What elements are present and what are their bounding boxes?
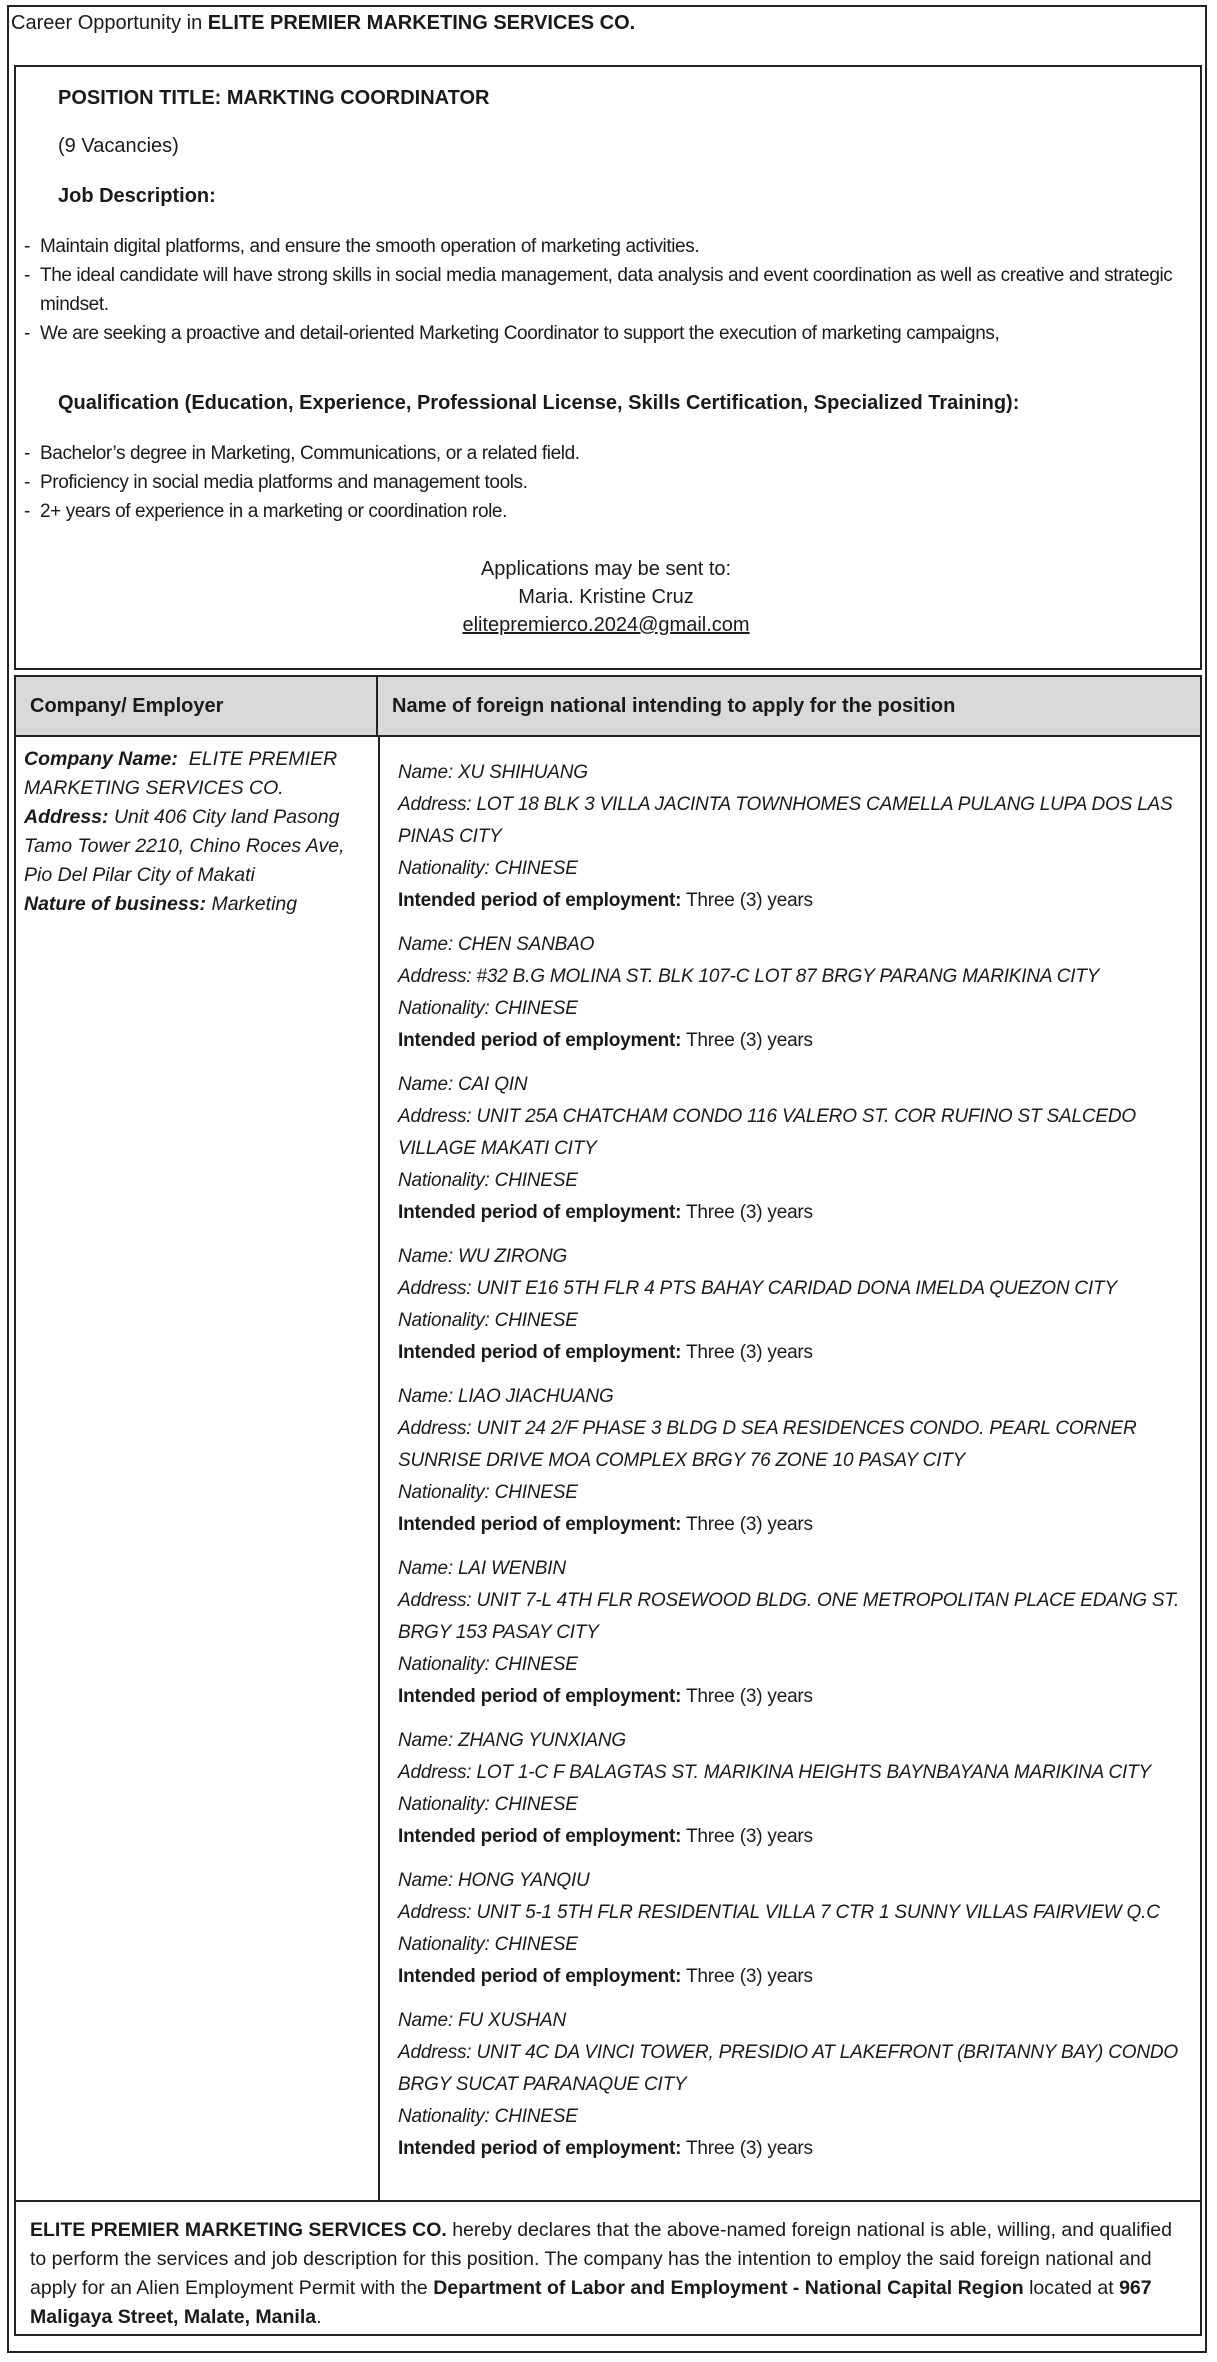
list-item: - Bachelor’s degree in Marketing, Communications, or a related field. — [24, 439, 1194, 468]
employment-period — [398, 1197, 1198, 1229]
employment-period — [398, 1961, 1198, 1993]
employment-period — [398, 1025, 1198, 1057]
national-name: Name: XU SHIHUANG — [398, 762, 588, 783]
declaration-text-1: hereby declares that the above-named foreign national is able, willing, and qualified to perform the services and job description for this position. The company has the intention to employ the said foreign national and apply for an Alien Employment Permit with the — [30, 2219, 1172, 2299]
list-item: - Maintain digital platforms, and ensure the smooth operation of marketing activities. — [24, 232, 1194, 261]
national-nationality: Nationality: CHINESE — [398, 2106, 578, 2127]
national-nationality: Nationality: CHINESE — [398, 1794, 578, 1815]
employer-address: Unit 406 City land Pasong Tamo Tower 2210, Chino Roces Ave, Pio Del Pilar City of Makati — [24, 806, 345, 886]
declaration-company: ELITE PREMIER MARKETING SERVICES CO. — [30, 2219, 447, 2241]
vacancies: (9 Vacancies) — [58, 135, 179, 157]
period-value: Three (3) years — [685, 1686, 813, 1707]
apply-name: Maria. Kristine Cruz — [518, 586, 694, 608]
employment-period — [398, 1681, 1198, 1713]
national-name: Name: CHEN SANBAO — [398, 934, 595, 955]
employment-period — [398, 1509, 1198, 1541]
national-address: Address: LOT 18 BLK 3 VILLA JACINTA TOWNHOMES CAMELLA PULANG LUPA DOS LAS PINAS CITY — [398, 794, 1173, 847]
column-divider — [378, 737, 380, 2200]
national-address: Address: UNIT 5-1 5TH FLR RESIDENTIAL VILLA 7 CTR 1 SUNNY VILLAS FAIRVIEW Q.C — [398, 1902, 1160, 1923]
declaration-text-2: located at — [1023, 2277, 1120, 2299]
period-label: Intended period of employment: — [398, 1826, 682, 1847]
list-item: - Proficiency in social media platforms and management tools. — [24, 468, 1194, 497]
national-address: Address: UNIT 4C DA VINCI TOWER, PRESIDIO AT LAKEFRONT (BRITANNY BAY) CONDO BRGY SUCAT PARANAQUE CITY — [398, 2042, 1178, 2095]
national-name: Name: FU XUSHAN — [398, 2010, 567, 2031]
declaration-location: 967 Maligaya Street, Malate, Manila — [30, 2277, 1152, 2328]
list-item — [398, 1241, 1198, 1369]
list-item — [398, 1553, 1198, 1713]
employment-period — [398, 1337, 1198, 1369]
job-section — [14, 65, 1202, 670]
period-label: Intended period of employment: — [398, 1514, 682, 1535]
national-name: Name: WU ZIRONG — [398, 1246, 568, 1267]
declaration-dole: Department of Labor and Employment - National Capital Region — [433, 2277, 1024, 2299]
national-nationality: Nationality: CHINESE — [398, 998, 578, 1019]
list-item: - 2+ years of experience in a marketing or coordination role. — [24, 497, 1194, 526]
declaration — [14, 2200, 1202, 2336]
company-name: ELITE PREMIER MARKETING SERVICES CO. — [24, 748, 338, 799]
nature-label: Nature of business: — [24, 893, 207, 915]
period-label: Intended period of employment: — [398, 1342, 682, 1363]
qualification-item: Proficiency in social media platforms and management tools. — [40, 472, 528, 493]
national-name: Name: CAI QIN — [398, 1074, 528, 1095]
qualification-list — [24, 439, 1194, 526]
national-name: Name: LIAO JIACHUANG — [398, 1386, 614, 1407]
employment-period — [398, 2133, 1198, 2165]
period-label: Intended period of employment: — [398, 2138, 682, 2159]
national-address: Address: UNIT 7-L 4TH FLR ROSEWOOD BLDG. ONE METROPOLITAN PLACE EDANG ST. BRGY 153 PASAY CITY — [398, 1590, 1180, 1643]
job-description-item: The ideal candidate will have strong skills in social media management, data analysis and event coordination as well as creative and strategic mindset. — [40, 265, 1173, 315]
list-item — [398, 2005, 1198, 2165]
position-title: POSITION TITLE: MARKTING COORDINATOR — [58, 87, 490, 109]
period-label: Intended period of employment: — [398, 890, 682, 911]
period-value: Three (3) years — [685, 1030, 813, 1051]
period-label: Intended period of employment: — [398, 1202, 682, 1223]
applicant-table — [14, 675, 1202, 2202]
address-label: Address: — [24, 806, 109, 828]
period-label: Intended period of employment: — [398, 1686, 682, 1707]
period-label: Intended period of employment: — [398, 1030, 682, 1051]
list-item — [398, 929, 1198, 1057]
qualification-heading: Qualification (Education, Experience, Professional License, Skills Certification, Specialized Training): — [58, 392, 1020, 414]
list-item — [398, 757, 1198, 917]
nature-of-business: Marketing — [211, 893, 298, 915]
header-prefix: Career Opportunity in — [11, 12, 208, 34]
foreign-national-list — [398, 757, 1198, 2177]
national-nationality: Nationality: CHINESE — [398, 1310, 578, 1331]
application-contact — [16, 555, 1196, 639]
list-item: - We are seeking a proactive and detail-oriented Marketing Coordinator to support the execution of marketing campaigns, — [24, 319, 1194, 348]
national-nationality: Nationality: CHINESE — [398, 1170, 578, 1191]
declaration-end: . — [316, 2306, 322, 2328]
period-value: Three (3) years — [685, 1826, 813, 1847]
qualification-item: Bachelor’s degree in Marketing, Communications, or a related field. — [40, 443, 580, 464]
header-company: ELITE PREMIER MARKETING SERVICES CO. — [207, 12, 636, 34]
company-name-label: Company Name: — [24, 748, 178, 770]
employment-period — [398, 885, 1198, 917]
document-page — [7, 5, 1207, 2353]
period-label: Intended period of employment: — [398, 1966, 682, 1987]
qualification-item: 2+ years of experience in a marketing or coordination role. — [40, 501, 507, 522]
national-address: Address: UNIT 25A CHATCHAM CONDO 116 VALERO ST. COR RUFINO ST SALCEDO VILLAGE MAKATI CITY — [398, 1106, 1136, 1159]
list-item — [398, 1865, 1198, 1993]
national-name: Name: HONG YANQIU — [398, 1870, 590, 1891]
national-name: Name: ZHANG YUNXIANG — [398, 1730, 626, 1751]
national-nationality: Nationality: CHINESE — [398, 1934, 578, 1955]
period-value: Three (3) years — [685, 1342, 813, 1363]
job-description-list — [24, 232, 1194, 348]
apply-line: Applications may be sent to: — [480, 558, 732, 580]
table-header-employer: Company/ Employer — [16, 677, 378, 737]
national-address: Address: UNIT E16 5TH FLR 4 PTS BAHAY CARIDAD DONA IMELDA QUEZON CITY — [398, 1278, 1117, 1299]
national-name: Name: LAI WENBIN — [398, 1558, 566, 1579]
period-value: Three (3) years — [685, 890, 813, 911]
period-value: Three (3) years — [685, 1966, 813, 1987]
table-header-foreign-national: Name of foreign national intending to apply for the position — [378, 677, 1200, 737]
national-address: Address: LOT 1-C F BALAGTAS ST. MARIKINA HEIGHTS BAYNBAYANA MARIKINA CITY — [398, 1762, 1151, 1783]
list-item — [398, 1381, 1198, 1541]
national-address: Address: #32 B.G MOLINA ST. BLK 107-C LOT 87 BRGY PARANG MARIKINA CITY — [398, 966, 1100, 987]
job-description-item: Maintain digital platforms, and ensure the smooth operation of marketing activities. — [40, 236, 700, 257]
national-nationality: Nationality: CHINESE — [398, 858, 578, 879]
national-address: Address: UNIT 24 2/F PHASE 3 BLDG D SEA RESIDENCES CONDO. PEARL CORNER SUNRISE DRIVE MOA COMPLEX BRGY 76 ZONE 10 PASAY CITY — [398, 1418, 1137, 1471]
national-nationality: Nationality: CHINESE — [398, 1482, 578, 1503]
job-description-item: We are seeking a proactive and detail-oriented Marketing Coordinator to support the execution of marketing campaigns, — [40, 323, 1000, 344]
job-description-heading: Job Description: — [58, 185, 216, 207]
list-item: - The ideal candidate will have strong skills in social media management, data analysis and event coordination as well as creative and strategic mindset. — [24, 261, 1194, 319]
national-nationality: Nationality: CHINESE — [398, 1654, 578, 1675]
period-value: Three (3) years — [685, 1202, 813, 1223]
period-value: Three (3) years — [685, 1514, 813, 1535]
employment-period — [398, 1821, 1198, 1853]
apply-email-link[interactable]: elitepremierco.2024@gmail.com — [462, 614, 750, 636]
page-header — [11, 10, 635, 36]
period-value: Three (3) years — [685, 2138, 813, 2159]
list-item — [398, 1725, 1198, 1853]
list-item — [398, 1069, 1198, 1229]
employer-cell — [24, 745, 369, 919]
